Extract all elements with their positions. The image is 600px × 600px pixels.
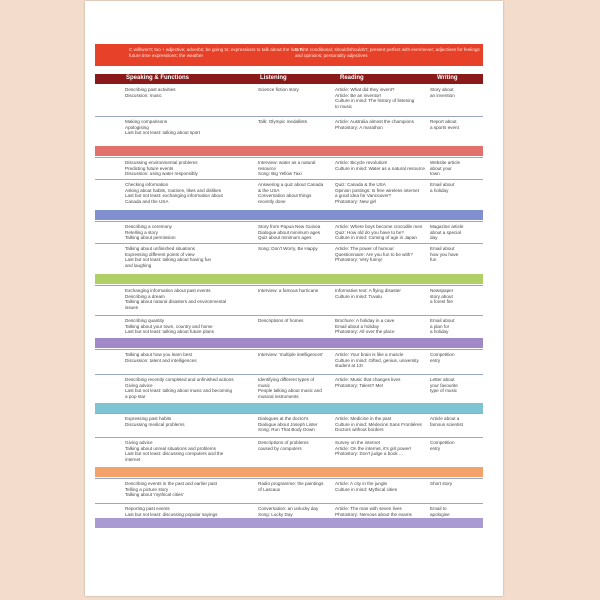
row-speaking-cell: Describing quantity Talking about your town, country and home Last but not least: talking about future plans (125, 318, 214, 335)
row-reading-cell: Article: Bicycle revolution! Culture in mind: Water as a natural resource (335, 160, 425, 171)
row-speaking-cell: Talking about how you learn best Discussion: talent and intelligences (125, 352, 197, 363)
row-writing-cell: Article about a famous scientist (430, 416, 463, 427)
row-reading-cell: Article: A city in the jungle Culture in mind: Mythical cities (335, 481, 398, 492)
row-speaking-cell: Describing events in the past and earlier past Telling a picture story Talking about 'mythical cities' (125, 481, 217, 498)
row-listening-cell: Identifying different types of music People talking about music and musical instruments (258, 377, 322, 399)
banner-col-1: C will/won't; too + adjective; adverbs; be going to; expressions to talk about the future; future time expressions; the weather (129, 47, 304, 58)
row-listening-cell: Interview: 'multiple intelligences' (258, 352, 324, 357)
row-speaking-cell: Describing past activities Discussion: music (125, 87, 176, 98)
row-writing-cell: Email to apologise (430, 506, 450, 517)
unit-band-2 (95, 210, 483, 220)
row-reading-cell: Article: What did they invent? Article: Be an inventor! Culture in mind: The history of listening to music (335, 87, 415, 109)
row-listening-cell: Dialogues at the doctor's Dialogue about Joseph Lister Song: Run That Body Down (258, 416, 318, 433)
header-speaking: Speaking & Functions (126, 75, 190, 81)
row-listening-cell: Descriptions of homes (258, 318, 304, 323)
row-writing-cell: Short story (430, 481, 453, 486)
table-row (95, 413, 483, 438)
row-reading-cell: Article: The man with seven lives Photostory: Nervous about the exams (335, 506, 412, 517)
table-row (95, 221, 483, 244)
unit-band-6 (95, 467, 483, 477)
row-listening-cell: Radio programme: the paintings of Lascaux (258, 481, 324, 492)
row-writing-cell: Magazine article about a special day (430, 224, 464, 241)
row-listening-cell: Conversation: an unlucky day Song: Lucky Day (258, 506, 319, 517)
table-row (95, 374, 483, 403)
table-row (95, 157, 483, 180)
row-listening-cell: Interview: water as a natural resource Song: Big Yellow Taxi (258, 160, 316, 177)
header-reading: Reading (340, 75, 364, 81)
row-speaking-cell: Giving advice Talking about unreal situations and problems Last but not least: discussing computers and the internet (125, 440, 224, 462)
row-reading-cell: Article: The power of humour Questionnaire: Are you fun to be with? Photostory: Very funny! (335, 246, 413, 263)
unit-band-4 (95, 338, 483, 348)
row-reading-cell: Article: Medicine in the past Culture in mind: Médecins Sans Frontières Doctors without borders (335, 416, 422, 433)
row-writing-cell: Newspaper story about a forest fire (430, 288, 454, 305)
table-row (95, 179, 483, 210)
table-row (95, 243, 483, 278)
table-row (95, 437, 483, 468)
row-writing-cell: Report about a sports event (430, 119, 459, 130)
row-listening-cell: Interview: a famous hurricane (258, 288, 319, 293)
row-speaking-cell: Exchanging information about past events Describing a dream Talking about natural disasters and environmental issues (125, 288, 227, 310)
row-reading-cell: Article: Australia almost the champions Photostory: A marathon (335, 119, 414, 130)
row-speaking-cell: Checking information Asking about habits, routines, likes and dislikes Last but not least: exchanging information about Canada and the USA (125, 182, 223, 204)
row-writing-cell: Email about a plan for a holiday (430, 318, 455, 335)
row-speaking-cell: Expressing past habits Discussing medical problems (125, 416, 185, 427)
syllabus-page (85, 1, 503, 596)
table-row (95, 116, 483, 145)
table-row (95, 503, 483, 518)
unit-band-5 (95, 403, 483, 413)
header-writing: Writing (437, 75, 458, 81)
row-listening-cell: Story from Papua New Guinea Dialogue about minimum ages Quiz about minimum ages (258, 224, 321, 241)
banner-col-2: D First conditional; should/shouldn't; present perfect with ever/never; adjectives for feelings and opinions; personality adjectives (295, 47, 480, 58)
row-reading-cell: Survey on the internet Article: On the internet, it's girl power! Photostory: Don't judge a book ... (335, 440, 412, 457)
row-listening-cell: Science fiction story (258, 87, 299, 92)
row-speaking-cell: Discussing environmental problems Predicting future events Discussion: using water responsibly (125, 160, 198, 177)
row-reading-cell: Informative text: A flying disaster Culture in mind: Tuvalu (335, 288, 401, 299)
row-listening-cell: Descriptions of problems caused by computers (258, 440, 309, 451)
header-listening: Listening (260, 75, 287, 81)
row-listening-cell: Answering a quiz about Canada & the USA Conversation about things recently done (258, 182, 324, 204)
row-writing-cell: Competition entry (430, 352, 455, 363)
row-writing-cell: Letter about your favourite type of music (430, 377, 458, 394)
row-speaking-cell: Describing a ceremony Retelling a story Talking about permission (125, 224, 176, 241)
row-speaking-cell: Describing recently completed and unfinished actions Giving advice Last but not least: talking about music and becoming a pop star (125, 377, 234, 399)
table-header (95, 74, 483, 84)
table-row (95, 478, 483, 504)
row-writing-cell: Story about an invention (430, 87, 455, 98)
row-reading-cell: Article: Where boys become crocodile men Quiz: How old do you have to be? Culture in mind: Coming of age in Japan (335, 224, 423, 241)
row-speaking-cell: Reporting past events Last but not least: discussing popular sayings (125, 506, 218, 517)
row-reading-cell: Article: Music that changes lives Photostory: Talent? Me! (335, 377, 401, 388)
row-writing-cell: Email about a holiday (430, 182, 455, 193)
row-speaking-cell: Talking about unfinished situations Expressing different points of view Last but not least: talking about having fun and laughing (125, 246, 212, 268)
row-speaking-cell: Making comparisons Apologising Last but not least: talking about sport (125, 119, 201, 136)
unit-band-1 (95, 146, 483, 156)
grammar-banner (95, 44, 483, 66)
row-listening-cell: Talk: Olympic medallists (258, 119, 308, 124)
row-writing-cell: Email about how you have fun (430, 246, 459, 263)
row-writing-cell: Website article about your town (430, 160, 461, 177)
row-reading-cell: Quiz: Canada & the USA Opinion postings: Is free wireless internet a good idea for Vancouver? Photostory: New girl (335, 182, 420, 204)
table-row (95, 349, 483, 375)
row-writing-cell: Competition entry (430, 440, 455, 451)
row-reading-cell: Brochure: A holiday in a cave Email about a holiday Photostory: All over the place (335, 318, 395, 335)
table-row (95, 285, 483, 316)
row-listening-cell: Song: Don't Worry, Be Happy (258, 246, 318, 251)
row-reading-cell: Article: Your brain is like a muscle Culture in mind: Gifted, genius, university student at 13! (335, 352, 419, 369)
table-row (95, 85, 483, 116)
unit-band-7 (95, 518, 483, 528)
table-row (95, 315, 483, 338)
